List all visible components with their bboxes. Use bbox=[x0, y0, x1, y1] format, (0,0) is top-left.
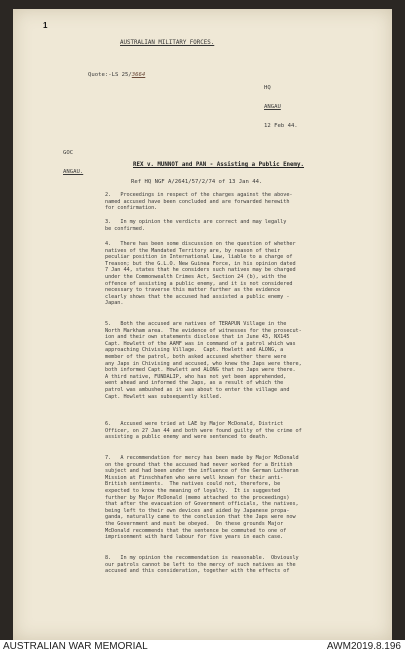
paragraph-line: offence of assisting a public enemy, and it is not considered bbox=[105, 280, 293, 287]
paragraph-line: ganda, naturally came to the conclusion that the Japs were now bbox=[105, 514, 296, 521]
paragraph-line: the Government and must be obeyed. On these grounds Major bbox=[105, 521, 284, 527]
paragraph-line: peculiar position in International Law, liable to a charge of bbox=[105, 254, 293, 261]
paragraph-line: natives of the Mandated Territory are, by reason of their bbox=[105, 247, 281, 254]
paragraph-line: our patrols cannot be left to the mercy of such natives as the bbox=[105, 561, 296, 568]
paragraph-line: that after the evacuation of Government officials, the natives, bbox=[105, 501, 299, 508]
quote-ref-handwritten: 3664 bbox=[131, 72, 146, 78]
paragraph-line: be confirmed. bbox=[105, 225, 145, 232]
paragraph-line: assisting a public enemy and were sentenced to death. bbox=[105, 434, 268, 441]
footer-institution: AUSTRALIAN WAR MEMORIAL bbox=[3, 641, 148, 652]
letterhead: AUSTRALIAN MILITARY FORCES. bbox=[120, 40, 215, 46]
paragraph-line: went ahead and informed the Japs, as a result of which the bbox=[105, 380, 284, 387]
paragraph-line: Capt. Howlett was subsequently killed. bbox=[105, 393, 222, 400]
paragraph-line: Mission at Finschhafen who were well known for their anti- bbox=[105, 474, 284, 481]
paragraph-line: on the ground that the accused had never worked for a British bbox=[105, 461, 293, 468]
paragraph-line: 2. Proceedings in respect of the charges against the above- bbox=[105, 192, 293, 198]
subject-line: REX v. MUNNOT and PAN - Assisting a Public Enemy. bbox=[133, 162, 305, 168]
reference-line: Ref HQ NGF A/2641/57/2/74 of 13 Jan 44. bbox=[131, 179, 263, 185]
paragraph-line: both informed Capt. Howlett and ALONG that no Japs were there. bbox=[105, 367, 296, 374]
paragraph-line: necessary to traverse this matter further as the evidence bbox=[105, 287, 281, 294]
paragraph-line: being left to their own devices and aided by Japanese propa- bbox=[105, 507, 290, 514]
quote-ref: LS 25/ bbox=[111, 72, 132, 78]
paragraph-line: Capt. Howlett of the AAMF was in command of a patrol which was bbox=[105, 340, 296, 347]
paragraph-line: 4. There has been some discussion on the question of whether bbox=[105, 241, 296, 247]
paragraph-line: further by Major McDonald (memo attached to the proceedings) bbox=[105, 494, 290, 501]
paragraph-line: North Markham area. The evidence of witnesses for the prosecut- bbox=[105, 327, 302, 334]
paragraph-line: member of the patrol, both asked accused whether there were bbox=[105, 354, 287, 360]
paragraph-line: 5. Both the accused are natives of TERAPUN Village in the bbox=[105, 321, 287, 327]
paragraph-line: Treason; but the G.L.O. New Guinea Force, in his opinion dated bbox=[105, 260, 296, 267]
paragraph-line: clearly shows that the accused had assisted a public enemy - bbox=[105, 293, 290, 300]
paragraph-line: named accused have been concluded and are forwarded herewith bbox=[105, 198, 290, 205]
paragraph-line: under the Commonwealth Crimes Act, Section 24 (b), with the bbox=[105, 274, 287, 280]
addressee-line: ANGAU. bbox=[63, 169, 84, 176]
paper-page bbox=[13, 9, 392, 640]
hole-mark: 1 bbox=[43, 21, 48, 30]
paragraph-line: ion and their own statements disclose that in June 43, NX145 bbox=[105, 334, 290, 341]
addressee-line: GOC bbox=[63, 149, 74, 156]
paragraph-line: expected to know the meaning of loyalty. It is suggested bbox=[105, 488, 281, 494]
quote-reference bbox=[88, 72, 145, 78]
hq-line: ANGAU bbox=[264, 104, 281, 111]
paragraph-line: 7 Jan 44, states that he considers such natives may be charged bbox=[105, 267, 296, 274]
hq-line: HQ bbox=[264, 84, 271, 91]
hq-date: 12 Feb 44. bbox=[264, 123, 298, 130]
hq-block bbox=[264, 72, 298, 142]
paragraph-line: approaching Chivising Village. Capt. Howlett and ALONG, a bbox=[105, 347, 284, 354]
paragraph-line: any Japs in Chivising and accused, who knew the Japs were there, bbox=[105, 360, 302, 367]
paragraph-line: patrol was ambushed as it was about to enter the village and bbox=[105, 387, 290, 393]
paragraph-line: 7. A recommendation for mercy has been made by Major McDonald bbox=[105, 455, 299, 461]
paragraph-line: A third native, FUNDALIP, who has not yet been apprehended, bbox=[105, 373, 287, 380]
paragraph-line: British sentiments. The natives could not, therefore, be bbox=[105, 481, 281, 488]
paragraph-line: 3. In my opinion the verdicts are correct and may legally bbox=[105, 219, 287, 225]
paragraph-line: Officer, on 27 Jan 44 and both were found guilty of the crime of bbox=[105, 427, 302, 434]
paragraph-line: 8. In my opinion the recommendation is reasonable. Obviously bbox=[105, 555, 299, 561]
paragraph-line: 6. Accused were tried at LAE by Major McDonald, District bbox=[105, 421, 284, 427]
paragraph-line: imprisonment with hard labour for five years in each case. bbox=[105, 534, 284, 541]
footer-accession-number: AWM2019.8.196 bbox=[326, 641, 401, 652]
quote-label: Quote:- bbox=[88, 72, 112, 78]
paragraph-line: accused and this consideration, together with the effects of bbox=[105, 568, 290, 575]
addressee-block bbox=[63, 137, 83, 188]
archive-footer bbox=[0, 640, 405, 653]
paragraph-line: McDonald recommends that the sentence be commuted to one of bbox=[105, 527, 287, 534]
paragraph-line: for confirmation. bbox=[105, 205, 158, 212]
paragraph-line: subject and had been under the influence of the German Lutheran bbox=[105, 468, 299, 475]
paragraph-line: Japan. bbox=[105, 300, 124, 307]
